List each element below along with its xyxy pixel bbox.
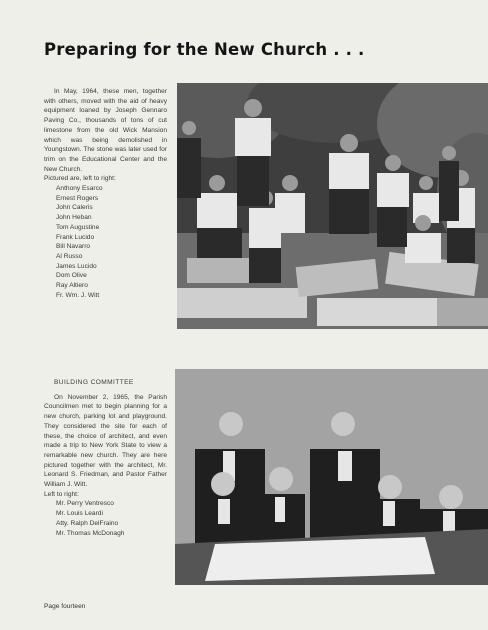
list-item: Mr. Thomas McDonagh [56, 529, 125, 537]
stone-moving-paragraph: In May, 1964, these men, together with others, moved with the aid of heavy equipment loaned by Joseph Gennaro Paving Co., thousands of tons of cut limestone from the old Wick Mansion which was being demolished in Youngstown. The stone was later used for trim on the Educational Center and the New Church. [44, 88, 167, 173]
list-item: James Lucido [56, 262, 97, 270]
list-item: Al Russo [56, 252, 83, 260]
building-committee-heading: BUILDING COMMITTEE [54, 379, 134, 386]
building-committee-names-list [44, 499, 167, 538]
list-item: Tom Augustine [56, 223, 100, 231]
stone-moving-photo [177, 83, 488, 329]
list-item: Frank Lucido [56, 233, 95, 241]
building-committee-photo [175, 369, 488, 585]
stone-moving-photo-illustration [177, 83, 488, 329]
building-committee-paragraph: On November 2, 1965, the Parish Councilmen met to begin planning for a new church, parking lot and playground. They considered the site for each of these, the choice of architect, and even made a trip to New York State to view a remarkable new church. They are here pictured together with the architect, Mr. Leonard S. Friedman, and Pastor Father William J. Witt. [44, 393, 167, 489]
list-item: John Caleris [56, 204, 93, 212]
list-item: Dom Olive [56, 272, 87, 280]
list-item: Mr. Perry Ventresco [56, 500, 114, 508]
list-item: Fr. Wm. J. Witt [56, 291, 100, 299]
list-item: Anthony Esarco [56, 185, 103, 193]
building-committee-caption [44, 378, 167, 538]
building-committee-list-intro: Left to right: [44, 490, 79, 498]
list-item: Atty. Ralph DelFraino [56, 519, 119, 527]
list-item: Bill Navarro [56, 243, 91, 251]
stone-moving-names-list [44, 184, 167, 300]
list-item: Ernest Rogers [56, 194, 99, 202]
list-item: Mr. Louis Leardi [56, 510, 103, 518]
list-item: Ray Altiero [56, 282, 88, 290]
list-item: John Heban [56, 214, 92, 222]
stone-moving-caption [44, 87, 167, 300]
page-title: Preparing for the New Church . . . [44, 40, 365, 59]
building-committee-photo-illustration [175, 369, 488, 585]
stone-moving-list-intro: Pictured are, left to right: [44, 175, 116, 183]
page-number: Page fourteen [44, 603, 86, 610]
